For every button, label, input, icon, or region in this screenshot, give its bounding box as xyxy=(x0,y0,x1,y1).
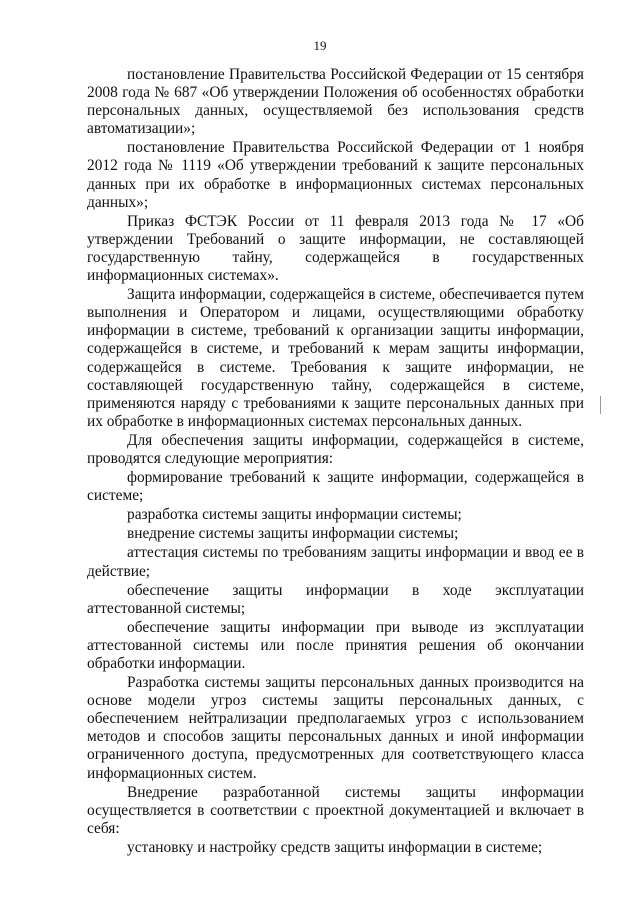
paragraph-measures-intro: Для обеспечения защиты информации, содержащейся в системе, проводятся следующие мероприятия: xyxy=(87,431,584,467)
measure-item: формирование требований к защите информации, содержащейся в системе; xyxy=(87,469,584,505)
paragraph-system-implementation: Внедрение разработанной системы защиты информации осуществляется в соответствии с проектной документацией и включает в себя: xyxy=(87,783,584,837)
measure-item: обеспечение защиты информации в ходе эксплуатации аттестованной системы; xyxy=(87,581,584,617)
paragraph-decree-687: постановление Правительства Российской Федерации от 15 сентября 2008 года № 687 «Об утверждении Положения об особенностях обработки персональных данных, осуществляемой без использования средств автоматизации»; xyxy=(87,66,584,138)
scan-margin-mark xyxy=(600,396,601,414)
measure-item: разработка системы защиты информации системы; xyxy=(127,506,462,524)
document-body xyxy=(87,66,584,858)
page-number: 19 xyxy=(313,38,327,53)
paragraph-information-protection: Защита информации, содержащейся в системе, обеспечивается путем выполнения и Оператором и лицами, осуществляющими обработку информации в системе, требований к организации защиты информации, содержащейся в системе, и требований к мерам защиты информации, содержащейся в системе. Требования к защите информации, не составляющей государственную тайну, содержащейся в системе, применяются наряду с требованиями к защите персональных данных при их обработке в информационных системах персональных данных. xyxy=(87,286,584,430)
paragraph-decree-1119: постановление Правительства Российской Федерации от 1 ноября 2012 года № 1119 «Об утверждении требований к защите персональных данных при их обработке в информационных системах персональных данных»; xyxy=(87,139,584,211)
paragraph-system-development: Разработка системы защиты персональных данных производится на основе модели угроз системы защиты персональных данных, с обеспечением нейтрализации предполагаемых угроз с использованием методов и способов защиты персональных данных и иной информации ограниченного доступа, предусмотренных для соответствующего класса информационных систем. xyxy=(87,674,584,782)
paragraph-fstek-order-17: Приказ ФСТЭК России от 11 февраля 2013 года № 17 «Об утверждении Требований о защите информации, не составляющей государственную тайну, содержащейся в государственных информационных системах». xyxy=(87,212,584,285)
measure-item: внедрение системы защиты информации системы; xyxy=(127,525,459,543)
implementation-item: установку и настройку средств защиты информации в системе; xyxy=(127,838,543,856)
measure-item: аттестация системы по требованиям защиты информации и ввод ее в действие; xyxy=(87,544,584,580)
measure-item: обеспечение защиты информации при выводе из эксплуатации аттестованной системы или после принятия решения об окончании обработки информации. xyxy=(87,618,584,672)
